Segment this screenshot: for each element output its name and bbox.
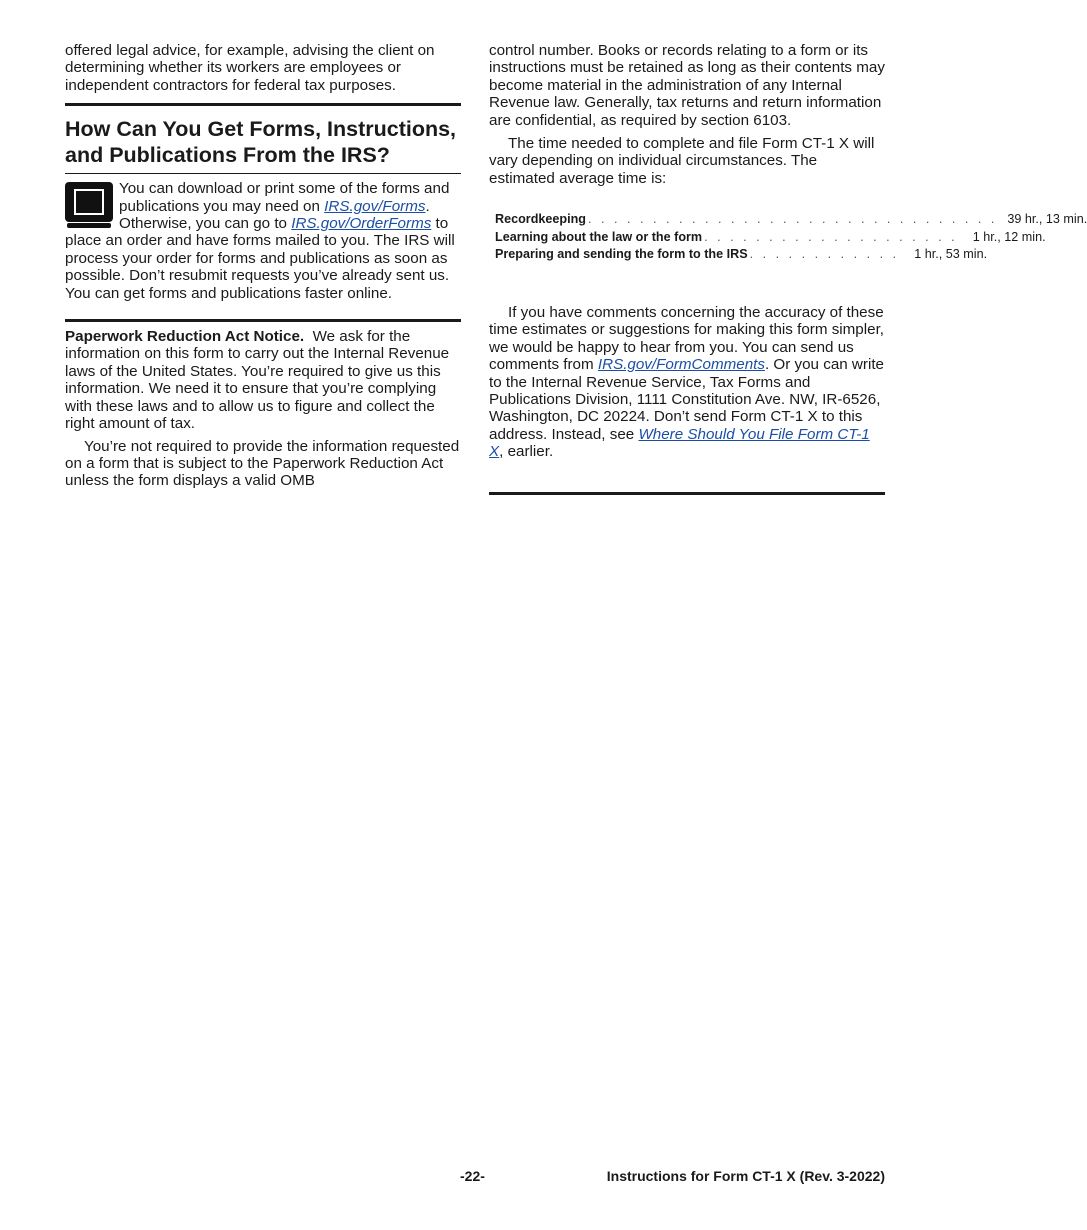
irs-forms-link[interactable]: IRS.gov/Forms <box>324 197 426 215</box>
column-end-divider <box>489 492 885 495</box>
forms-text-3: to place an order and have forms mailed to you. The IRS will process your order for forms and publications as soon as possible. Don’t resubmit requests you’ve already sent us. You can get forms and publications faster online. <box>65 215 455 302</box>
comments-text-3: , earlier. <box>499 443 554 461</box>
computer-icon <box>65 182 113 228</box>
forms-text-1: You can download or print some of the forms and publications you may need on <box>119 180 450 215</box>
paperwork-paragraph <box>65 328 461 432</box>
document-title: Instructions for Form CT-1 X (Rev. 3-2022) <box>606 1168 885 1184</box>
time-row-leader: . . . . . . . . . . . . . . . . . . . . . . . . . . . . . . . . <box>587 212 998 227</box>
where-to-file-link[interactable]: Where Should You File Form CT-1 X <box>489 425 870 461</box>
right-column <box>489 42 1087 495</box>
heading-underline <box>65 173 461 174</box>
intro-paragraph: offered legal advice, for example, advising the client on determining whether its workers are employees or independent contractors for federal tax purposes. <box>65 42 435 94</box>
page-number: -22- <box>460 1168 485 1184</box>
forms-paragraph <box>65 180 461 302</box>
comments-paragraph <box>489 304 885 461</box>
left-column <box>65 42 461 490</box>
forms-text-2: . Otherwise, you can go to <box>119 197 430 233</box>
comments-text-2: . Or you can write to the Internal Revenue Service, Tax Forms and Publications Division, 1111 Constitution Ave. NW, IR-6526, Washington, DC 20224. Don’t send Form CT-1 X to this address. Instead, see <box>489 356 884 443</box>
form-comments-link[interactable]: IRS.gov/FormComments <box>597 356 765 374</box>
time-row <box>495 211 1087 229</box>
time-intro-paragraph: The time needed to complete and file Form CT-1 X will vary depending on individual circumstances. The estimated average time is: <box>489 135 875 187</box>
section-divider <box>65 103 461 106</box>
comments-text-1: If you have comments concerning the accuracy of these time estimates or suggestions for making this form simpler, we would be happy to hear from you. You can send us comments from <box>489 304 885 374</box>
paperwork-text: We ask for the information on this form to carry out the Internal Revenue laws of the United States. You’re required to give us this information. We need it to ensure that you’re complying with these laws and to allow us to figure and collect the right amount of tax. <box>65 328 450 433</box>
time-row-value: 1 hr., 53 min. <box>914 247 988 262</box>
section-heading: How Can You Get Forms, Instructions, and Publications From the IRS? <box>65 117 457 168</box>
paperwork-heading: Paperwork Reduction Act Notice. <box>65 328 305 346</box>
time-row-value: 1 hr., 12 min. <box>972 229 1046 244</box>
irs-order-forms-link[interactable]: IRS.gov/OrderForms <box>291 215 432 233</box>
time-row-leader: . . . . . . . . . . . . <box>749 247 900 262</box>
time-row-leader: . . . . . . . . . . . . . . . . . . . . <box>704 229 958 244</box>
time-row-label: Recordkeeping <box>495 212 586 227</box>
time-row <box>495 229 1046 247</box>
time-row <box>495 246 988 264</box>
paperwork-divider <box>65 319 461 322</box>
time-row-label: Preparing and sending the form to the IRS <box>495 247 748 262</box>
not-required-paragraph: You’re not required to provide the information requested on a form that is subject to the Paperwork Reduction Act unless the form displays a valid OMB <box>65 437 460 490</box>
control-number-paragraph: control number. Books or records relating to a form or its instructions must be retained as long as their contents may become material in the administration of any Internal Revenue law. Generally, tax returns and return information are confidential, as required by section 6103. <box>489 42 885 129</box>
time-row-label: Learning about the law or the form <box>495 229 703 244</box>
time-row-value: 39 hr., 13 min. <box>1007 212 1087 227</box>
time-estimate-table <box>495 211 1087 264</box>
